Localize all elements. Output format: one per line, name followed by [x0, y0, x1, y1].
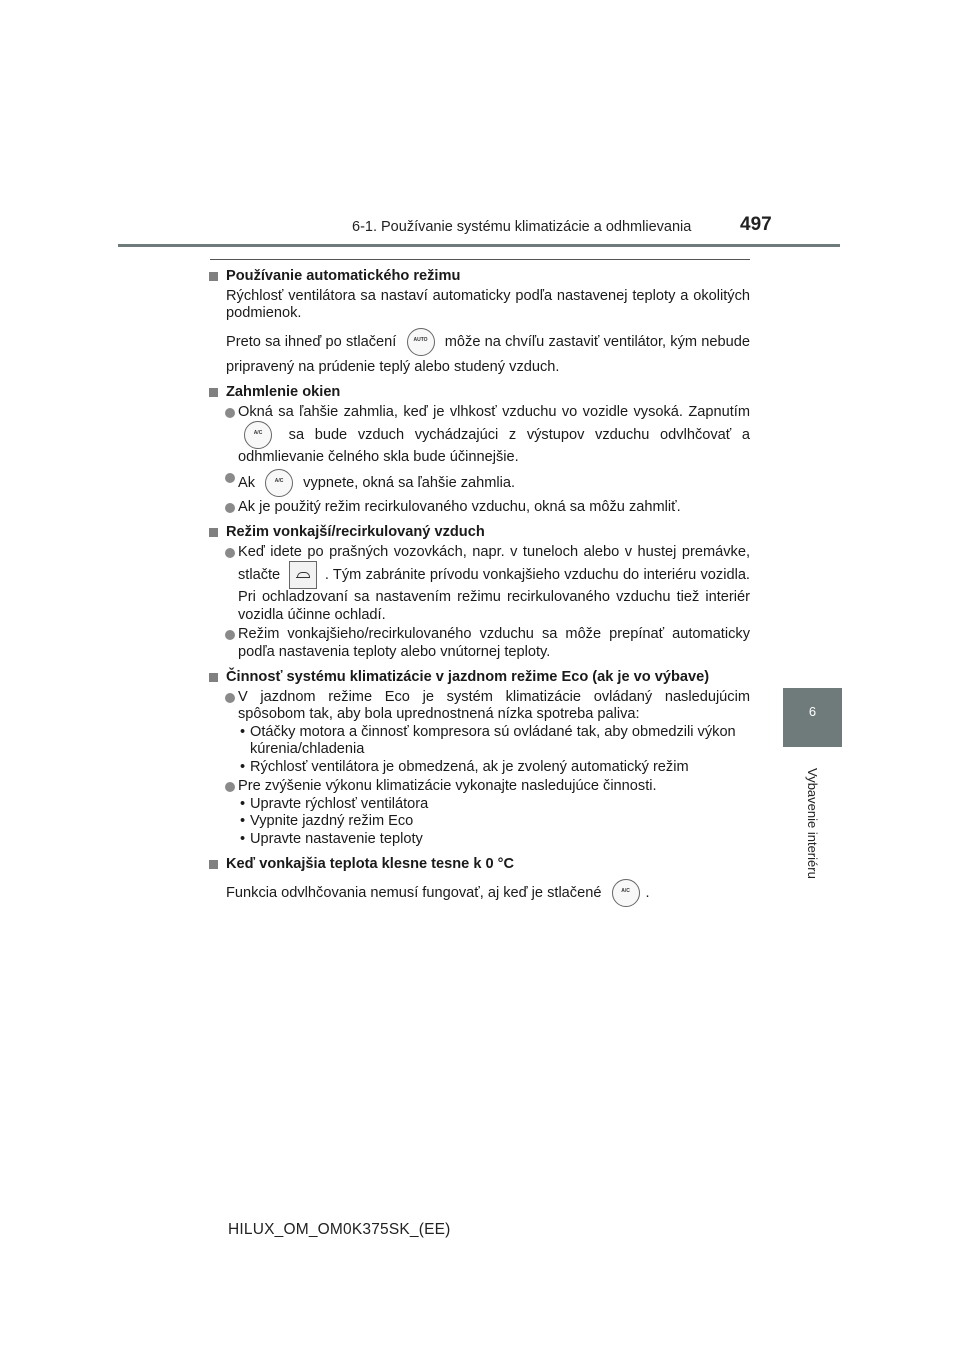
- heading-eco-mode: [208, 669, 750, 687]
- round-bullet-icon: [225, 408, 235, 418]
- round-bullet-icon: [225, 473, 235, 483]
- list-item: Okná sa ľahšie zahmlia, keď je vlhkosť vzduchu vo vozidle vysoká. Zapnutím A/C sa bude vzduch vychádzajúci z výstupov vzduchu odvlhčovať a odhmlievanie čelného skla bude účinnejšie.: [208, 404, 750, 467]
- section-title: 6-1. Používanie systému klimatizácie a odhmlievania: [352, 219, 692, 235]
- heading-text: Činnosť systému klimatizácie v jazdnom režime Eco (ak je vo výbave): [226, 669, 710, 685]
- heading-auto-mode: [208, 268, 750, 286]
- list-item: Keď idete po prašných vozovkách, napr. v tuneloch alebo v hustej premávke, stlačte . Tým zabránite prívodu vonkajšieho vzduchu do interiéru vozidla. Pri ochladzovaní sa nastavením režimu recirkulovaného vzduchu tiež interiér vozidla účinne ochladí.: [208, 544, 750, 625]
- heading-window-fogging: [208, 384, 750, 402]
- list-item: Ak je použitý režim recirkulovaného vzduchu, okná sa môžu zahmliť.: [208, 499, 750, 517]
- sub-list-item: • Otáčky motora a činnosť kompresora sú ovládané tak, aby obmedzili výkon kúrenia/chladenia: [240, 723, 736, 757]
- heading-text: Zahmlenie okien: [226, 384, 341, 400]
- content-divider: [210, 259, 750, 260]
- page-content: [208, 266, 750, 910]
- round-bullet-icon: [225, 782, 235, 792]
- chapter-label: Vybavenie interiéru: [805, 767, 820, 879]
- list-item: Režim vonkajšieho/recirkulovaného vzduchu sa môže prepínať automaticky podľa nastavenia teploty alebo vnútornej teploty.: [208, 626, 750, 661]
- square-bullet-icon: [209, 528, 218, 537]
- sub-list-item: • Upravte nastavenie teploty: [240, 830, 423, 847]
- heading-text: Keď vonkajšia teplota klesne tesne k 0 °C: [226, 856, 515, 872]
- list-item: Pre zvýšenie výkonu klimatizácie vykonajte nasledujúce činnosti.: [208, 778, 750, 796]
- sub-list-item: • Rýchlosť ventilátora je obmedzená, ak je zvolený automatický režim: [240, 758, 689, 775]
- chapter-tab: [783, 688, 842, 747]
- round-bullet-icon: [225, 548, 235, 558]
- document-code: HILUX_OM_OM0K375SK_(EE): [228, 1221, 451, 1238]
- chapter-tab-label: [783, 750, 842, 896]
- ac-button-icon: A/C: [612, 879, 640, 907]
- square-bullet-icon: [209, 860, 218, 869]
- paragraph: Rýchlosť ventilátora sa nastaví automaticky podľa nastavenej teploty a okolitých podmienok.: [226, 287, 750, 321]
- heading-recirculation: [208, 524, 750, 542]
- sub-list-item: • Vypnite jazdný režim Eco: [240, 813, 414, 829]
- square-bullet-icon: [209, 388, 218, 397]
- auto-button-icon: AUTO: [407, 328, 435, 356]
- heading-low-temperature: [208, 856, 750, 874]
- square-bullet-icon: [209, 673, 218, 682]
- list-item: Ak A/C vypnete, okná sa ľahšie zahmlia.: [208, 469, 750, 497]
- ac-button-icon: A/C: [244, 421, 272, 449]
- paragraph-with-button: Funkcia odvlhčovania nemusí fungovať, aj keď je stlačené A/C .: [208, 876, 750, 910]
- header-divider: [118, 244, 840, 247]
- paragraph-with-button: Preto sa ihneď po stlačení AUTO môže na chvíľu zastaviť ventilátor, kým nebude pripravený na prúdenie teplý alebo studený vzduch.: [208, 325, 750, 377]
- round-bullet-icon: [225, 503, 235, 513]
- chapter-number: 6: [808, 704, 817, 719]
- ac-button-icon: A/C: [265, 469, 293, 497]
- page-number: 497: [740, 214, 772, 235]
- list-item: V jazdnom režime Eco je systém klimatizácie ovládaný nasledujúcim spôsobom tak, aby bola uprednostnená nízka spotreba paliva:: [208, 689, 750, 724]
- square-bullet-icon: [209, 272, 218, 281]
- recirculation-button-icon: [289, 561, 317, 589]
- round-bullet-icon: [225, 693, 235, 703]
- heading-text: Režim vonkajší/recirkulovaný vzduch: [226, 524, 485, 540]
- round-bullet-icon: [225, 630, 235, 640]
- heading-text: Používanie automatického režimu: [226, 268, 461, 284]
- sub-list-item: • Upravte rýchlosť ventilátora: [240, 795, 429, 812]
